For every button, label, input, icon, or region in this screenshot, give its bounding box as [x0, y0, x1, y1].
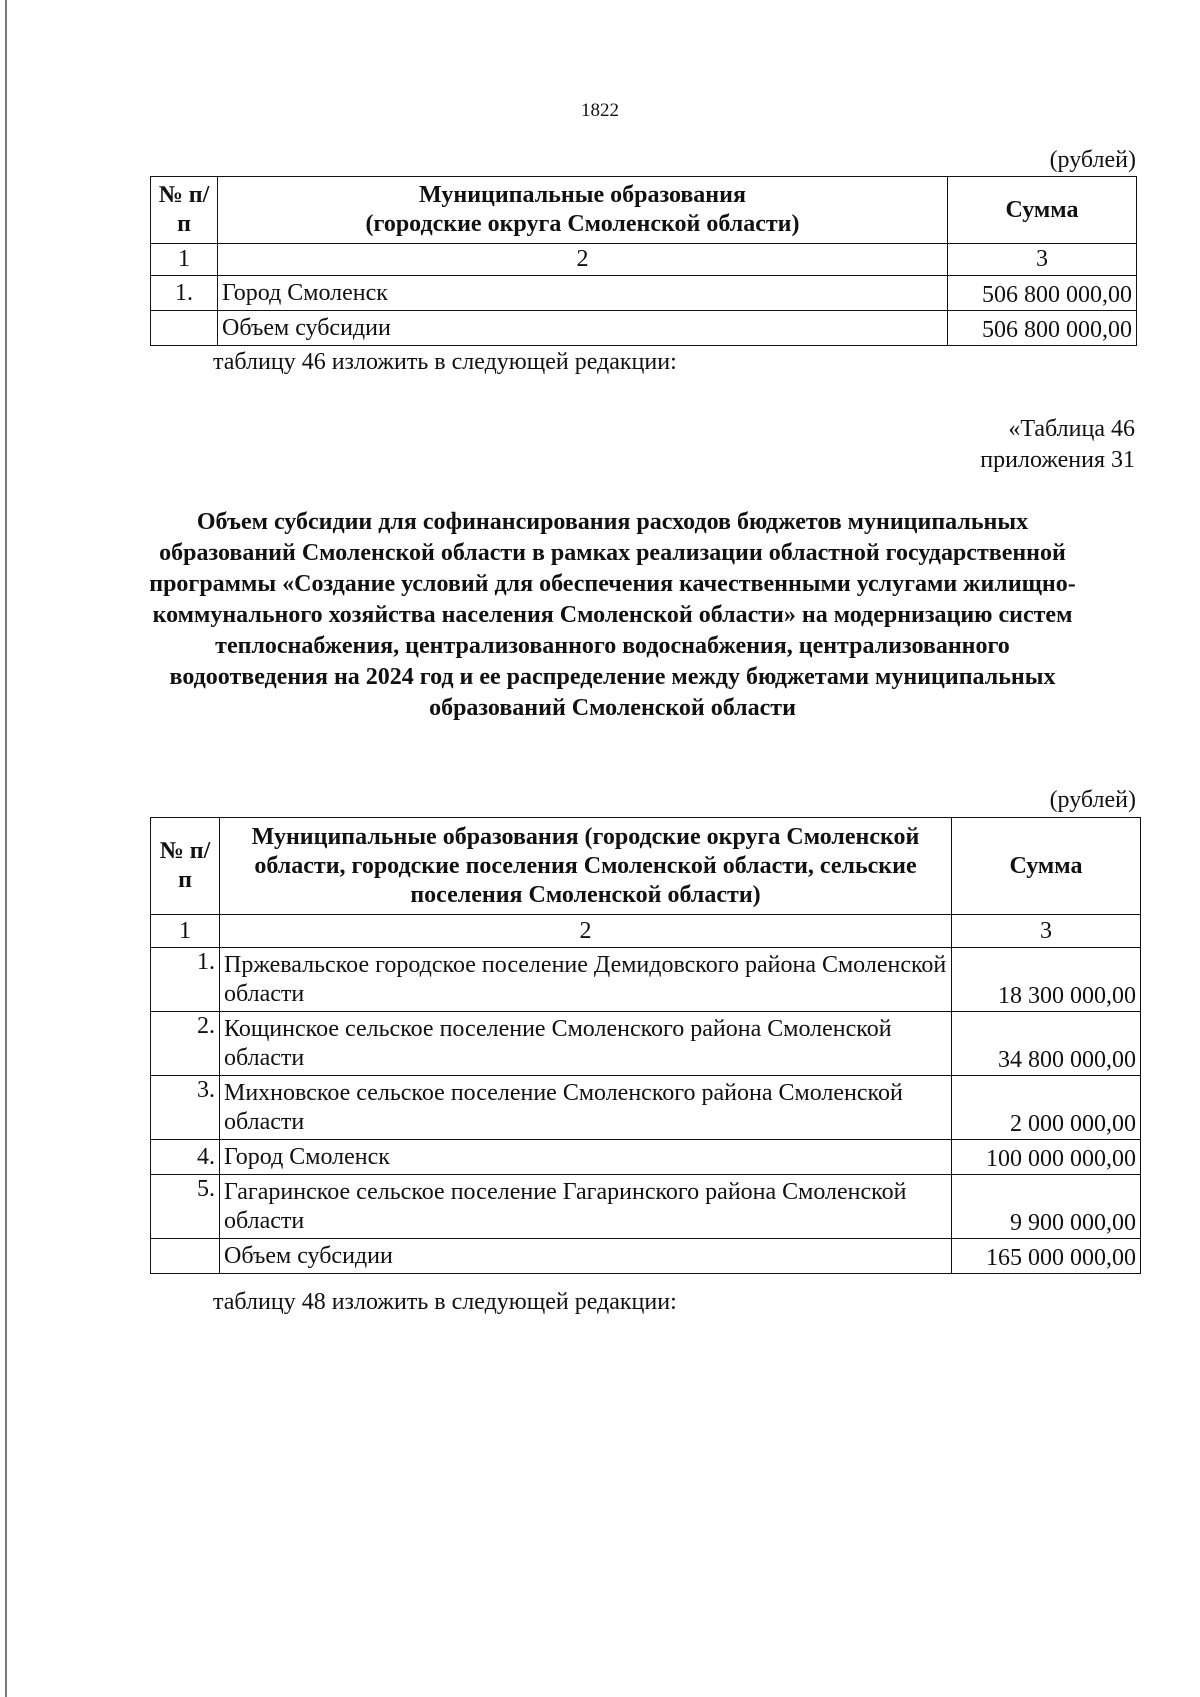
- table2-row4-num: 4.: [151, 1140, 220, 1175]
- page-number: 1822: [581, 100, 619, 121]
- table2: [150, 817, 1141, 1274]
- table1-index-row: [151, 244, 1137, 276]
- table2-header-num: № п/п: [151, 818, 220, 915]
- paragraph-table48: таблицу 48 изложить в следующей редакции:: [213, 1289, 677, 1315]
- table1-unit: (рублей): [1049, 147, 1136, 173]
- document-title: Объем субсидии для софинансирования расходов бюджетов муниципальных образований Смоленской области в рамках реализации областной государственной программы «Создание условий для обеспечения качественными услугами жилищно-коммунального хозяйства населения Смоленской области» на модернизацию систем теплоснабжения, централизованного водоснабжения, централизованного водоотведения на 2024 год и ее распределение между бюджетами муниципальных образований Смоленской области: [149, 509, 1076, 721]
- table-row: [151, 1239, 1141, 1274]
- table2-row4-name: Город Смоленск: [220, 1140, 952, 1175]
- table-row: [151, 1012, 1141, 1076]
- table1-total-sum: 506 800 000,00: [948, 311, 1137, 346]
- table1-total-name: Объем субсидии: [218, 311, 948, 346]
- table2-total-num: [151, 1239, 220, 1274]
- table2-row2-sum: 34 800 000,00: [952, 1012, 1141, 1076]
- table1-index-1: 1: [151, 244, 218, 276]
- table2-index-1: 1: [151, 915, 220, 948]
- table-row: [151, 948, 1141, 1012]
- table2-row2-num: 2.: [151, 1012, 220, 1076]
- table1-header-num: № п/п: [151, 177, 218, 244]
- table1-header-name-line1: Муниципальные образования: [419, 182, 746, 208]
- table1-header-sum: Сумма: [948, 177, 1137, 244]
- table1-total-num: [151, 311, 218, 346]
- table1-row-sum: 506 800 000,00: [948, 276, 1137, 311]
- table2-row1-name: Пржевальское городское поселение Демидовского района Смоленской области: [220, 948, 952, 1012]
- table1-row-name: Город Смоленск: [218, 276, 948, 311]
- scan-edge-line: [5, 0, 7, 1697]
- table2-index-3: 3: [952, 915, 1141, 948]
- table2-row3-num: 3.: [151, 1076, 220, 1140]
- table1-index-2: 2: [218, 244, 948, 276]
- table-reference-line1: «Таблица 46: [1008, 416, 1135, 442]
- table2-row5-sum: 9 900 000,00: [952, 1175, 1141, 1239]
- table-row: [151, 1076, 1141, 1140]
- table2-header-name: Муниципальные образования (городские округа Смоленской области, городские поселения Смоленской области, сельские поселения Смоленской области): [220, 818, 952, 915]
- table-row: [151, 1175, 1141, 1239]
- table1-header-name-line2: (городские округа Смоленской области): [365, 211, 800, 237]
- table2-header-row: [151, 818, 1141, 915]
- table2-row1-sum: 18 300 000,00: [952, 948, 1141, 1012]
- table2-index-2: 2: [220, 915, 952, 948]
- table-reference: [980, 414, 1135, 476]
- table2-row4-sum: 100 000 000,00: [952, 1140, 1141, 1175]
- table2-row3-sum: 2 000 000,00: [952, 1076, 1141, 1140]
- table2-row2-name: Кощинское сельское поселение Смоленского района Смоленской области: [220, 1012, 952, 1076]
- table-reference-line2: приложения 31: [980, 447, 1135, 473]
- table-row: [151, 276, 1137, 311]
- table1: [150, 176, 1137, 346]
- table2-row1-num: 1.: [151, 948, 220, 1012]
- table2-row5-name: Гагаринское сельское поселение Гагаринского района Смоленской области: [220, 1175, 952, 1239]
- table2-total-sum: 165 000 000,00: [952, 1239, 1141, 1274]
- table1-index-3: 3: [948, 244, 1137, 276]
- table2-index-row: [151, 915, 1141, 948]
- table2-row5-num: 5.: [151, 1175, 220, 1239]
- table2-unit: (рублей): [1049, 787, 1136, 813]
- table1-header-row: [151, 177, 1137, 244]
- table2-header-sum: Сумма: [952, 818, 1141, 915]
- table2-row3-name: Михновское сельское поселение Смоленского района Смоленской области: [220, 1076, 952, 1140]
- table2-total-name: Объем субсидии: [220, 1239, 952, 1274]
- table-row: [151, 311, 1137, 346]
- table-row: [151, 1140, 1141, 1175]
- paragraph-table46: таблицу 46 изложить в следующей редакции:: [213, 349, 677, 375]
- table1-header-name: [218, 177, 948, 244]
- table1-row-num: 1.: [151, 276, 218, 311]
